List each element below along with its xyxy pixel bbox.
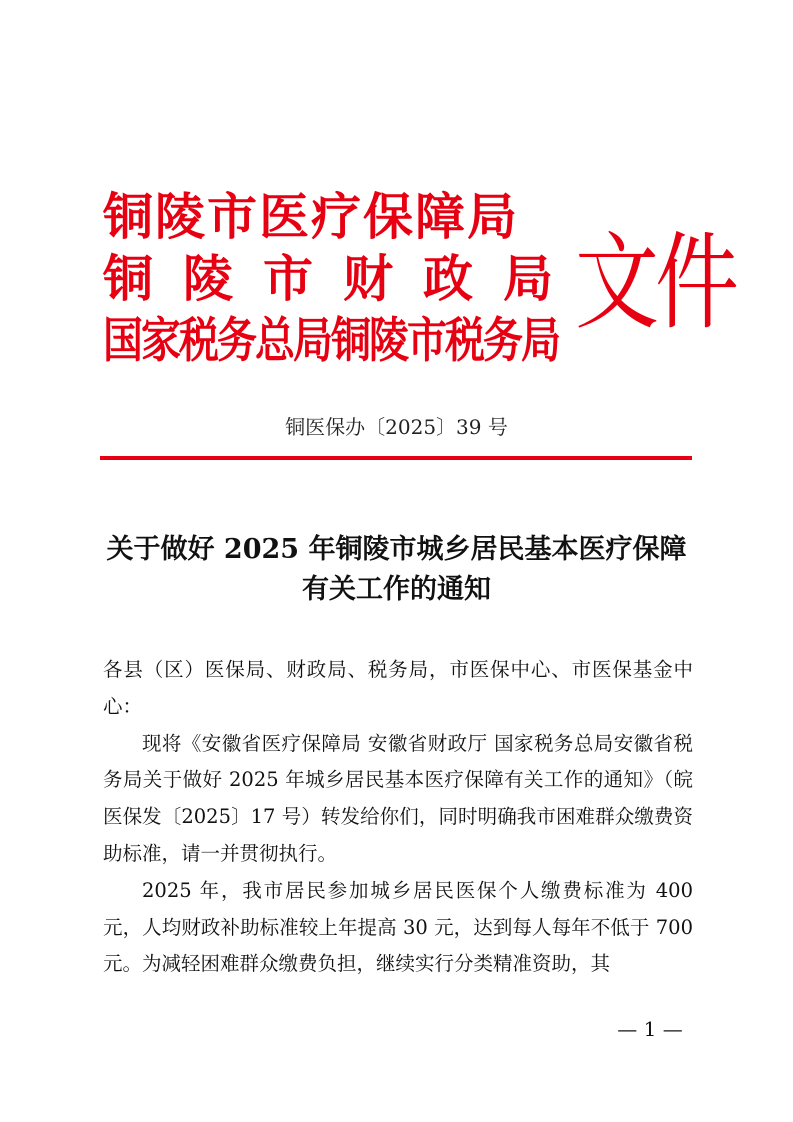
document-number: 铜医保办〔2025〕39 号 <box>285 415 508 439</box>
issuing-agencies <box>103 186 583 372</box>
body-paragraph-1: 现将《安徽省医疗保障局 安徽省财政厅 国家税务总局安徽省税务局关于做好 2025 年城乡居民基本医疗保障有关工作的通知》（皖医保发〔2025〕17 号）转发给你们，同时明确我市困难群众缴费资助标准，请一并贯彻执行。 <box>103 731 693 865</box>
page-number: — 1 — <box>617 1017 683 1041</box>
agency-finance-bureau: 铜陵市财政局 <box>103 249 583 308</box>
title-line-1: 关于做好 2025 年铜陵市城乡居民基本医疗保障 <box>106 534 687 565</box>
addressee: 各县（区）医保局、财政局、税务局，市医保中心、市医保基金中心： <box>103 658 693 718</box>
agency-tax-bureau: 国家税务总局铜陵市税务局 <box>103 312 559 369</box>
agency-medical-security-bureau: 铜陵市医疗保障局 <box>103 187 519 246</box>
document-label: 文件 <box>575 221 736 344</box>
notice-body <box>103 652 693 983</box>
red-divider-line <box>100 456 692 460</box>
title-line-2: 有关工作的通知 <box>302 574 491 605</box>
notice-title <box>90 530 703 610</box>
body-paragraph-2: 2025 年，我市居民参加城乡居民医保个人缴费标准为 400 元，人均财政补助标准较上年提高 30 元，达到每人每年不低于 700 元。为减轻困难群众缴费负担，继续实行分类精准资助，其 <box>103 878 693 976</box>
